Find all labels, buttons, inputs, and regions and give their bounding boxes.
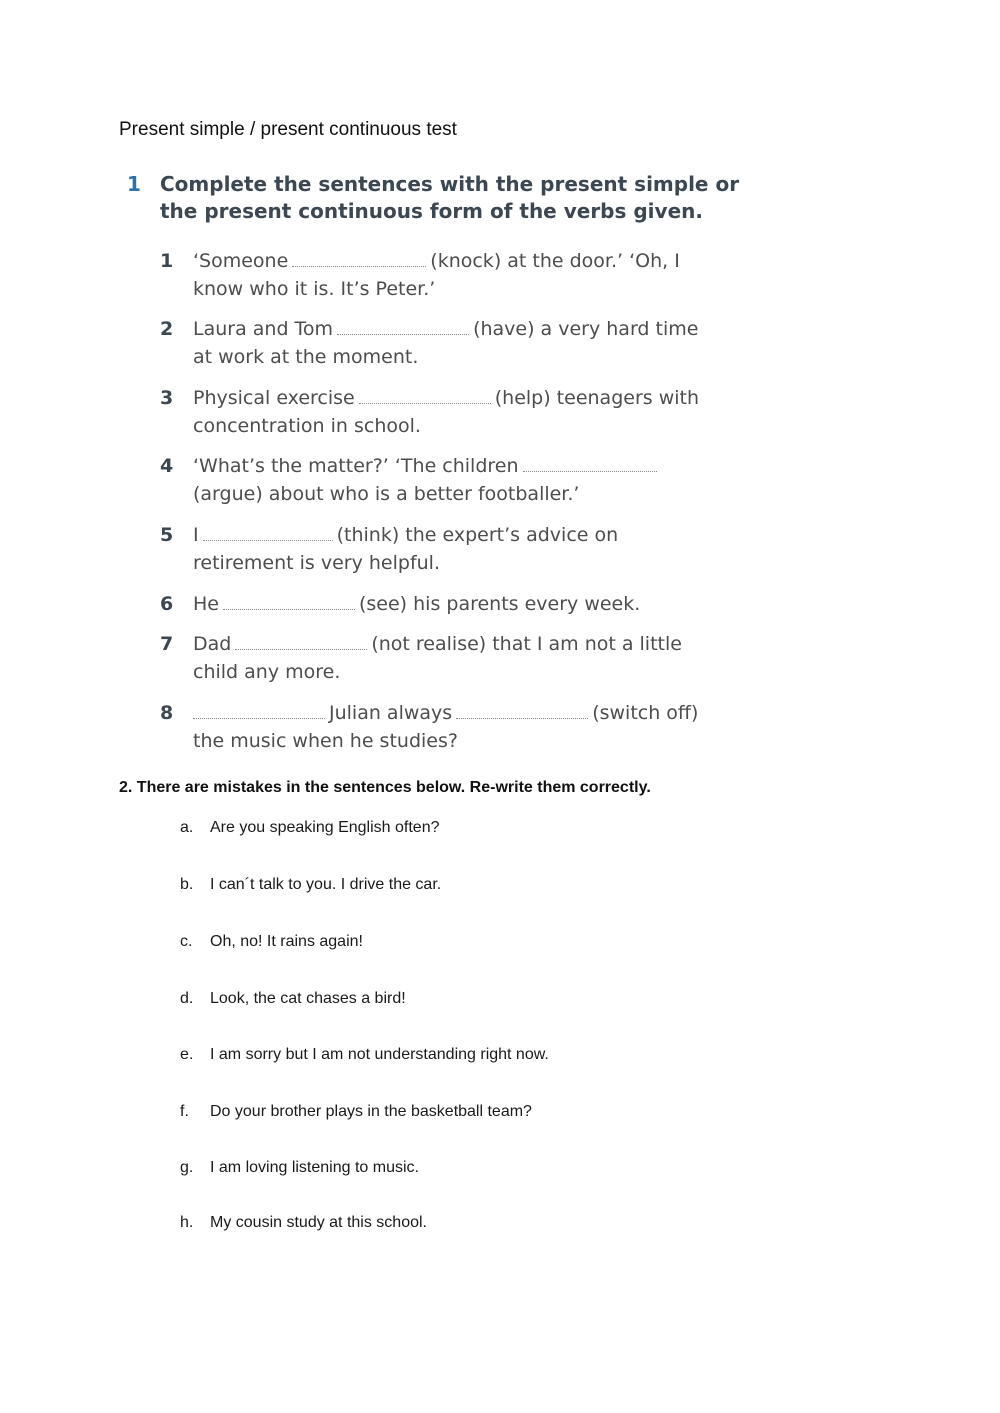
exercise-1-instruction: Complete the sentences with the present simple or the present continuous form of the verbs given. — [160, 172, 740, 223]
item-letter: g. — [180, 1159, 194, 1176]
item-text-after: (help) teenagers with concentration in school. — [193, 387, 700, 437]
page-title: Present simple / present continuous test — [119, 119, 457, 140]
answer-blank[interactable] — [359, 402, 491, 404]
item-text-before: Dad — [193, 633, 232, 655]
item-text: My cousin study at this school. — [210, 1214, 427, 1231]
item-text-after: (not realise) that I am not a little child any more. — [193, 633, 682, 683]
item-text: I am sorry but I am not understanding right now. — [210, 1046, 549, 1063]
item-letter: c. — [180, 933, 193, 950]
item-text-after: (see) his parents every week. — [358, 593, 641, 615]
answer-blank[interactable] — [337, 333, 469, 335]
item-number: 7 — [160, 633, 174, 655]
item-number: 5 — [160, 524, 174, 546]
exercise-2-item — [180, 1159, 419, 1177]
answer-blank[interactable] — [223, 608, 355, 610]
item-letter: e. — [180, 1046, 194, 1063]
item-text: I am loving listening to music. — [210, 1159, 419, 1176]
item-letter: a. — [180, 819, 194, 836]
item-text-after: (have) a very hard time at work at the moment. — [193, 318, 699, 368]
item-letter: h. — [180, 1214, 194, 1231]
exercise-2-item — [180, 1103, 532, 1121]
item-text-before: Laura and Tom — [193, 318, 334, 340]
exercise-1-number: 1 — [127, 172, 141, 196]
item-text-before: ‘What’s the matter?’ ‘The children — [193, 455, 519, 477]
answer-blank[interactable] — [456, 717, 588, 719]
item-text-middle: Julian always — [329, 702, 453, 724]
answer-blank[interactable] — [193, 717, 325, 719]
item-text: I can´t talk to you. I drive the car. — [210, 876, 442, 893]
answer-blank[interactable] — [235, 648, 367, 650]
item-text-before: I — [193, 524, 199, 546]
item-number: 2 — [160, 318, 174, 340]
exercise-2-item — [180, 1214, 427, 1232]
item-text: Do your brother plays in the basketball team? — [210, 1103, 532, 1120]
item-text-before: ‘Someone — [193, 250, 289, 272]
item-text-after: (argue) about who is a better footballer.’ — [193, 483, 580, 505]
item-text-after: (think) the expert’s advice on retirement is very helpful. — [193, 524, 619, 574]
item-text: Are you speaking English often? — [210, 819, 440, 836]
item-text-before: Physical exercise — [193, 387, 355, 409]
item-text: Oh, no! It rains again! — [210, 933, 363, 950]
exercise-2-item — [180, 990, 406, 1008]
exercise-2-item — [180, 819, 439, 837]
item-number: 1 — [160, 250, 174, 272]
exercise-2-item — [180, 1046, 549, 1064]
item-number: 4 — [160, 455, 174, 477]
item-text-before: He — [193, 593, 219, 615]
item-number: 3 — [160, 387, 174, 409]
exercise-2-item — [180, 933, 363, 951]
item-letter: b. — [180, 876, 194, 893]
item-text-after: (switch off) the music when he studies? — [193, 702, 699, 752]
item-text-after: (knock) at the door.’ ‘Oh, I know who it is. It’s Peter.’ — [193, 250, 680, 300]
answer-blank[interactable] — [292, 265, 426, 267]
item-number: 8 — [160, 702, 174, 724]
exercise-2-item — [180, 876, 441, 894]
exercise-2-heading: 2. There are mistakes in the sentences below. Re-write them correctly. — [119, 779, 651, 796]
answer-blank[interactable] — [203, 539, 333, 541]
item-letter: d. — [180, 990, 194, 1007]
item-number: 6 — [160, 593, 174, 615]
item-letter: f. — [180, 1103, 189, 1120]
answer-blank[interactable] — [523, 470, 657, 472]
item-text: Look, the cat chases a bird! — [210, 990, 406, 1007]
